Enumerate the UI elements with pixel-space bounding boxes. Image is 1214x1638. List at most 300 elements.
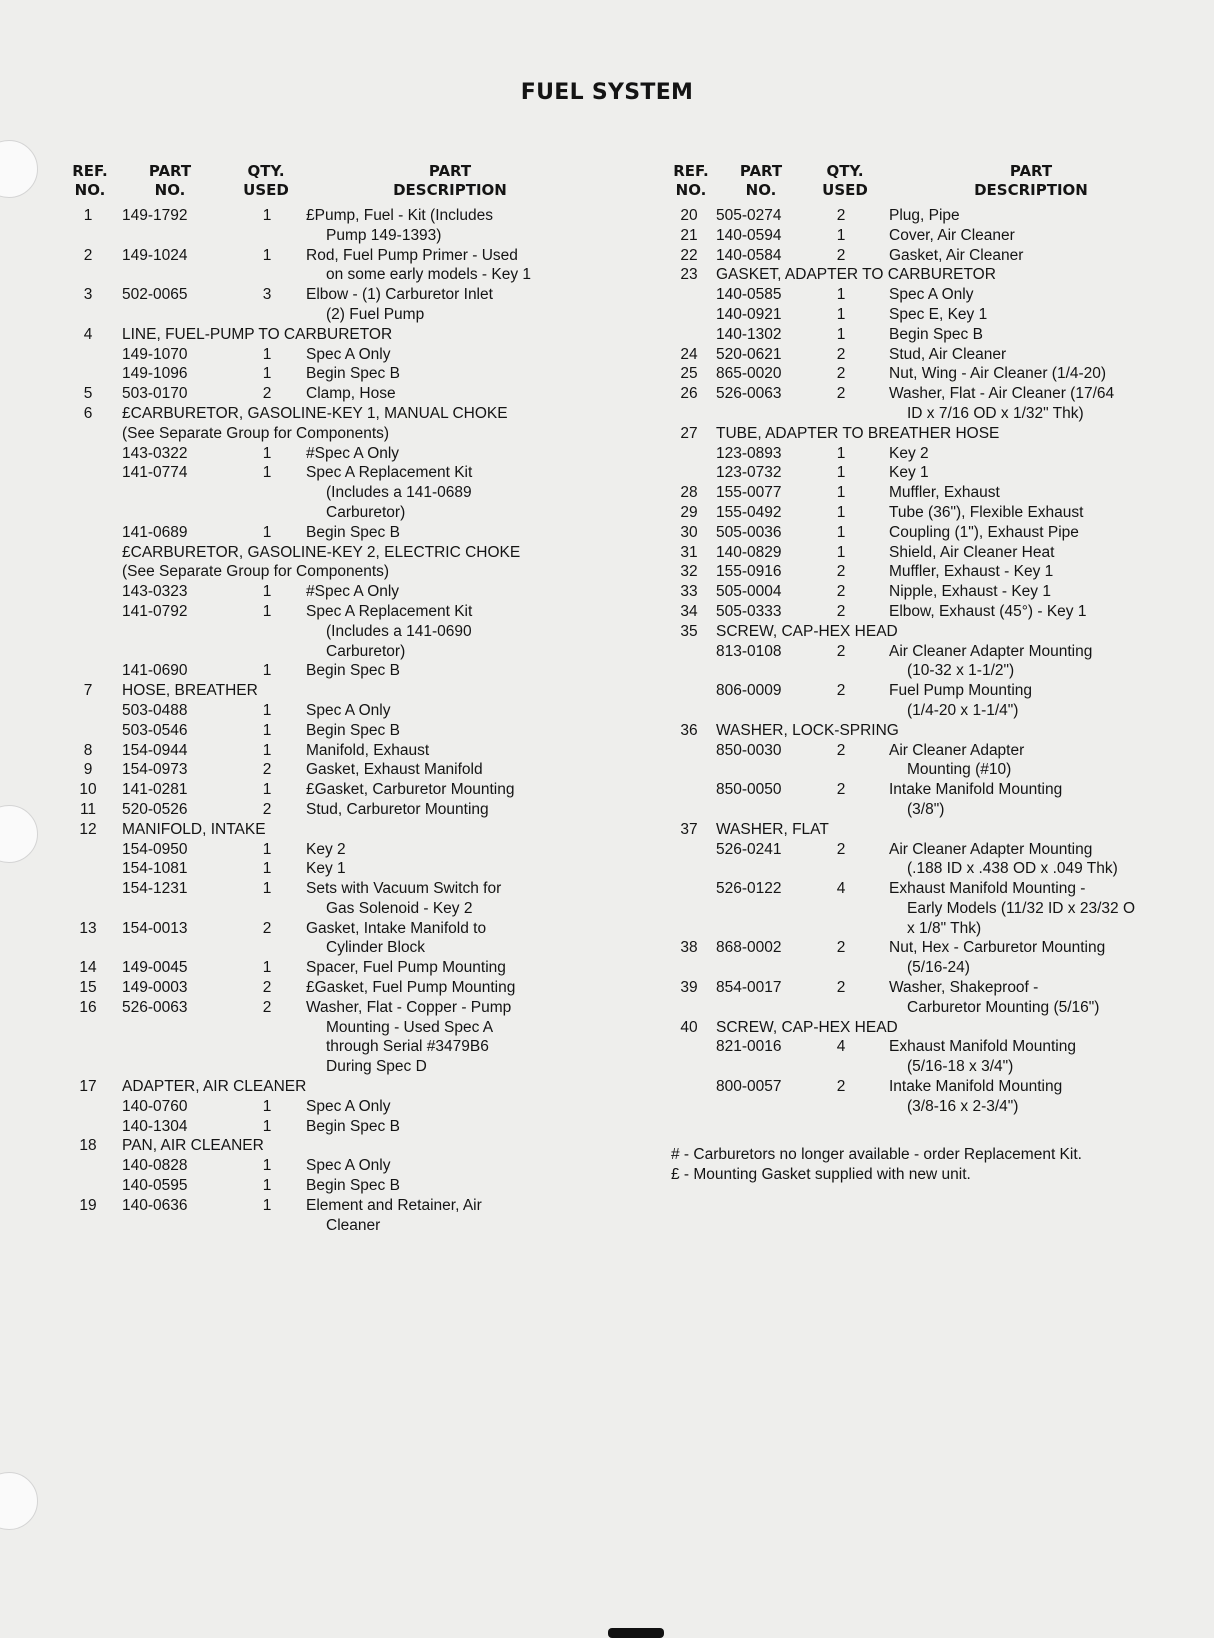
ref-number: 40 <box>680 1018 698 1036</box>
part-number: 140-0829 <box>716 543 782 561</box>
table-row <box>671 582 1211 602</box>
table-row <box>671 840 1211 860</box>
table-row <box>70 444 610 464</box>
quantity-used: 1 <box>262 523 272 541</box>
part-description: Cover, Air Cleaner <box>889 226 1015 244</box>
quantity-used: 1 <box>262 444 272 462</box>
header-part-no: PART NO. <box>148 162 192 199</box>
part-description: Spec A Only <box>306 345 391 363</box>
part-description: Begin Spec B <box>306 1117 400 1135</box>
quantity-used: 1 <box>262 207 272 224</box>
part-number: 865-0020 <box>716 365 782 383</box>
part-description: Clamp, Hose <box>306 385 396 403</box>
table-row <box>70 345 610 365</box>
ref-number: 8 <box>83 741 93 759</box>
part-number: 850-0030 <box>716 741 782 759</box>
part-description: Begin Spec B <box>306 662 400 680</box>
ref-number: 5 <box>83 385 93 403</box>
ref-number: 6 <box>83 404 93 422</box>
part-number: 503-0488 <box>122 701 188 719</box>
part-description: (5/16-18 x 3/4") <box>907 1058 1014 1076</box>
table-row <box>70 424 610 444</box>
table-row <box>70 1077 610 1097</box>
footnote-mounting-gasket: £ - Mounting Gasket supplied with new unit. <box>671 1166 971 1183</box>
table-row <box>671 444 1211 464</box>
table-row <box>70 404 610 424</box>
part-description: ID x 7/16 OD x 1/32" Thk) <box>907 404 1084 422</box>
group-heading: WASHER, LOCK-SPRING <box>716 721 899 739</box>
group-heading: LINE, FUEL-PUMP TO CARBURETOR <box>122 325 393 343</box>
table-row <box>70 622 610 642</box>
quantity-used: 2 <box>836 1078 846 1096</box>
part-description: Spec A Replacement Kit <box>306 464 473 482</box>
part-number: 155-0916 <box>716 563 782 581</box>
table-row <box>70 840 610 860</box>
part-number: 140-1302 <box>716 325 782 343</box>
group-heading: ADAPTER, AIR CLEANER <box>122 1078 307 1096</box>
header-part-description: PART DESCRIPTION <box>974 162 1088 199</box>
table-row <box>70 246 610 266</box>
part-number: 141-0690 <box>122 662 188 680</box>
quantity-used: 1 <box>262 246 272 264</box>
part-number: 813-0108 <box>716 642 782 660</box>
part-description: Begin Spec B <box>306 721 400 739</box>
table-row <box>671 919 1211 939</box>
table-header-left <box>70 162 610 204</box>
part-description: £Gasket, Fuel Pump Mounting <box>306 979 516 997</box>
table-row <box>671 562 1211 582</box>
part-number: 123-0893 <box>716 444 782 462</box>
part-description: Stud, Air Cleaner <box>889 345 1007 363</box>
part-number: 141-0689 <box>122 523 188 541</box>
quantity-used: 1 <box>262 662 272 680</box>
table-row <box>671 760 1211 780</box>
ref-number: 28 <box>680 484 698 502</box>
group-heading: GASKET, ADAPTER TO CARBURETOR <box>716 266 996 284</box>
table-row <box>70 859 610 879</box>
page-title: FUEL SYSTEM <box>520 80 694 105</box>
part-description: Muffler, Exhaust <box>889 484 1000 502</box>
group-heading: WASHER, FLAT <box>716 820 829 838</box>
quantity-used: 1 <box>262 1177 272 1195</box>
table-row <box>671 899 1211 919</box>
parts-table-right <box>671 162 1211 1117</box>
part-description: Muffler, Exhaust - Key 1 <box>889 563 1054 581</box>
ref-number: 27 <box>680 424 698 442</box>
table-row <box>671 404 1211 424</box>
quantity-used: 1 <box>262 602 272 620</box>
table-row <box>70 1117 610 1137</box>
table-row <box>70 1057 610 1077</box>
ref-number: 20 <box>680 207 698 224</box>
part-number: 149-1070 <box>122 345 188 363</box>
part-number: 140-0585 <box>716 286 782 304</box>
ref-number: 17 <box>79 1078 97 1096</box>
part-number: 502-0065 <box>122 286 188 304</box>
table-row <box>70 701 610 721</box>
ref-number: 38 <box>680 939 698 957</box>
part-description: #Spec A Only <box>306 583 400 601</box>
ref-number: 22 <box>680 246 698 264</box>
quantity-used: 1 <box>262 860 272 878</box>
part-description: Elbow, Exhaust (45°) - Key 1 <box>889 602 1087 620</box>
table-row <box>671 859 1211 879</box>
group-heading: MANIFOLD, INTAKE <box>122 820 266 838</box>
quantity-used: 1 <box>262 345 272 363</box>
ref-number: 21 <box>680 226 698 244</box>
table-row <box>70 661 610 681</box>
part-description: (5/16-24) <box>907 959 970 977</box>
table-row <box>671 800 1211 820</box>
table-row <box>70 1136 610 1156</box>
part-description: Gasket, Exhaust Manifold <box>306 761 483 779</box>
part-description: (Includes a 141-0689 <box>326 484 472 502</box>
quantity-used: 1 <box>836 484 846 502</box>
header-ref-no: REF. NO. <box>72 162 108 199</box>
part-number: 154-0944 <box>122 741 188 759</box>
part-number: 505-0274 <box>716 207 782 224</box>
ref-number: 26 <box>680 385 698 403</box>
quantity-used: 1 <box>262 1196 272 1214</box>
part-description: £Pump, Fuel - Kit (Includes <box>306 207 493 224</box>
part-description: Pump 149-1393) <box>326 226 442 244</box>
part-number: 141-0774 <box>122 464 188 482</box>
part-description: on some early models - Key 1 <box>326 266 532 284</box>
table-row <box>671 305 1211 325</box>
ref-number: 33 <box>680 583 698 601</box>
table-row <box>671 701 1211 721</box>
group-heading: (See Separate Group for Components) <box>122 563 390 581</box>
table-row <box>70 1018 610 1038</box>
ref-number: 18 <box>79 1137 97 1155</box>
part-number: 526-0063 <box>122 998 188 1016</box>
table-row <box>70 562 610 582</box>
table-row <box>671 325 1211 345</box>
quantity-used: 2 <box>836 682 846 700</box>
part-description: Carburetor) <box>326 503 406 521</box>
table-row <box>70 463 610 483</box>
part-description: Exhaust Manifold Mounting - <box>889 880 1086 898</box>
table-row <box>671 543 1211 563</box>
table-row <box>70 998 610 1018</box>
table-row <box>671 424 1211 444</box>
part-number: 141-0281 <box>122 781 188 799</box>
part-description: Nut, Wing - Air Cleaner (1/4-20) <box>889 365 1107 383</box>
part-description: £Gasket, Carburetor Mounting <box>306 781 515 799</box>
part-number: 821-0016 <box>716 1038 782 1056</box>
parts-table-left <box>70 162 610 1235</box>
part-description: Washer, Flat - Copper - Pump <box>306 998 512 1016</box>
quantity-used: 2 <box>262 998 272 1016</box>
part-number: 526-0241 <box>716 840 782 858</box>
part-number: 141-0792 <box>122 602 188 620</box>
table-row <box>70 285 610 305</box>
quantity-used: 1 <box>836 523 846 541</box>
table-row <box>671 345 1211 365</box>
part-number: 505-0333 <box>716 602 782 620</box>
part-description: Coupling (1"), Exhaust Pipe <box>889 523 1079 541</box>
quantity-used: 2 <box>836 781 846 799</box>
table-row <box>671 226 1211 246</box>
binder-hole-middle <box>0 805 38 863</box>
table-row <box>70 325 610 345</box>
part-number: 140-0828 <box>122 1157 188 1175</box>
quantity-used: 1 <box>262 840 272 858</box>
table-row <box>671 285 1211 305</box>
quantity-used: 2 <box>836 642 846 660</box>
quantity-used: 2 <box>262 800 272 818</box>
part-description: Begin Spec B <box>306 1177 400 1195</box>
ref-number: 24 <box>680 345 698 363</box>
quantity-used: 2 <box>836 365 846 383</box>
quantity-used: 2 <box>836 345 846 363</box>
part-number: 154-0950 <box>122 840 188 858</box>
part-number: 149-0003 <box>122 979 188 997</box>
part-description: (Includes a 141-0690 <box>326 622 472 640</box>
ref-number: 16 <box>79 998 97 1016</box>
part-description: Stud, Carburetor Mounting <box>306 800 489 818</box>
table-row <box>70 938 610 958</box>
ref-number: 13 <box>79 919 97 937</box>
part-number: 123-0732 <box>716 464 782 482</box>
table-row <box>70 1176 610 1196</box>
part-description: Spec A Only <box>306 701 391 719</box>
table-row <box>671 780 1211 800</box>
part-description: Key 2 <box>889 444 929 462</box>
part-description: Spec E, Key 1 <box>889 305 988 323</box>
part-number: 140-0760 <box>122 1097 188 1115</box>
table-row <box>70 384 610 404</box>
header-qty-used: QTY. USED <box>243 162 289 199</box>
part-number: 140-0584 <box>716 246 782 264</box>
part-description: #Spec A Only <box>306 444 400 462</box>
group-heading: PAN, AIR CLEANER <box>122 1137 264 1155</box>
quantity-used: 3 <box>262 286 272 304</box>
ref-number: 29 <box>680 503 698 521</box>
ref-number: 32 <box>680 563 698 581</box>
part-description: (3/8-16 x 2-3/4") <box>907 1097 1019 1115</box>
table-row <box>70 543 610 563</box>
quantity-used: 1 <box>262 1097 272 1115</box>
part-number: 868-0002 <box>716 939 782 957</box>
quantity-used: 1 <box>836 325 846 343</box>
quantity-used: 2 <box>836 741 846 759</box>
part-description: Key 1 <box>889 464 929 482</box>
part-number: 505-0036 <box>716 523 782 541</box>
part-description: Mounting (#10) <box>907 761 1012 779</box>
part-number: 154-1231 <box>122 880 188 898</box>
part-number: 149-1024 <box>122 246 188 264</box>
part-number: 800-0057 <box>716 1078 782 1096</box>
part-description: Key 2 <box>306 840 346 858</box>
part-description: Tube (36"), Flexible Exhaust <box>889 503 1084 521</box>
group-heading: (See Separate Group for Components) <box>122 424 390 442</box>
binder-hole-bottom <box>0 1472 38 1530</box>
table-row <box>70 1037 610 1057</box>
part-number: 503-0170 <box>122 385 188 403</box>
table-row <box>671 265 1211 285</box>
header-part-no: PART NO. <box>739 162 783 199</box>
part-description: Carburetor) <box>326 642 406 660</box>
ref-number: 1 <box>83 207 93 224</box>
quantity-used: 2 <box>262 761 272 779</box>
binder-hole-top <box>0 140 38 198</box>
part-number: 520-0621 <box>716 345 782 363</box>
ref-number: 2 <box>83 246 93 264</box>
table-row <box>671 820 1211 840</box>
part-number: 854-0017 <box>716 979 782 997</box>
part-description: Manifold, Exhaust <box>306 741 430 759</box>
part-description: through Serial #3479B6 <box>326 1038 489 1056</box>
ref-number: 36 <box>680 721 698 739</box>
ref-number: 35 <box>680 622 698 640</box>
part-description: Shield, Air Cleaner Heat <box>889 543 1055 561</box>
part-description: Air Cleaner Adapter Mounting <box>889 642 1093 660</box>
table-row <box>671 523 1211 543</box>
table-row <box>671 602 1211 622</box>
part-description: Rod, Fuel Pump Primer - Used <box>306 246 518 264</box>
table-row <box>671 681 1211 701</box>
table-row <box>70 642 610 662</box>
table-row <box>70 483 610 503</box>
table-row <box>70 364 610 384</box>
quantity-used: 1 <box>836 503 846 521</box>
ref-number: 4 <box>83 325 93 343</box>
quantity-used: 1 <box>262 701 272 719</box>
part-description: x 1/8" Thk) <box>907 919 982 937</box>
part-description: Cylinder Block <box>326 939 426 957</box>
table-row <box>671 384 1211 404</box>
part-description: (2) Fuel Pump <box>326 305 425 323</box>
table-row <box>70 582 610 602</box>
quantity-used: 1 <box>262 1117 272 1135</box>
table-row <box>70 1196 610 1216</box>
quantity-used: 2 <box>836 207 846 224</box>
part-number: 154-0013 <box>122 919 188 937</box>
group-heading: SCREW, CAP-HEX HEAD <box>716 622 898 640</box>
part-description: Gasket, Air Cleaner <box>889 246 1024 264</box>
part-number: 140-0636 <box>122 1196 188 1214</box>
table-row <box>70 879 610 899</box>
part-description: Key 1 <box>306 860 346 878</box>
part-description: Early Models (11/32 ID x 23/32 O <box>907 899 1136 917</box>
ref-number: 15 <box>79 979 97 997</box>
table-row <box>70 602 610 622</box>
ref-number: 12 <box>79 820 97 838</box>
ref-number: 19 <box>79 1196 97 1214</box>
table-row <box>671 503 1211 523</box>
group-heading: TUBE, ADAPTER TO BREATHER HOSE <box>716 424 1000 442</box>
part-description: Begin Spec B <box>306 523 400 541</box>
table-row <box>70 820 610 840</box>
part-description: Begin Spec B <box>306 365 400 383</box>
part-description: Gasket, Intake Manifold to <box>306 919 487 937</box>
group-heading: HOSE, BREATHER <box>122 682 258 700</box>
quantity-used: 1 <box>262 464 272 482</box>
group-heading: £CARBURETOR, GASOLINE-KEY 2, ELECTRIC CHOKE <box>122 543 521 561</box>
part-description: Air Cleaner Adapter <box>889 741 1025 759</box>
table-row <box>671 642 1211 662</box>
part-number: 149-1096 <box>122 365 188 383</box>
quantity-used: 4 <box>836 880 846 898</box>
part-number: 520-0526 <box>122 800 188 818</box>
part-description: Sets with Vacuum Switch for <box>306 880 502 898</box>
quantity-used: 4 <box>836 1038 846 1056</box>
part-description: Air Cleaner Adapter Mounting <box>889 840 1093 858</box>
header-part-description: PART DESCRIPTION <box>393 162 507 199</box>
ref-number: 23 <box>680 266 698 284</box>
table-row <box>671 364 1211 384</box>
table-row <box>671 978 1211 998</box>
table-row <box>70 1216 610 1236</box>
ref-number: 14 <box>79 959 97 977</box>
quantity-used: 1 <box>836 543 846 561</box>
header-ref-no: REF. NO. <box>673 162 709 199</box>
table-row <box>70 681 610 701</box>
table-row <box>70 523 610 543</box>
part-number: 806-0009 <box>716 682 782 700</box>
header-qty-used: QTY. USED <box>822 162 868 199</box>
part-number: 526-0063 <box>716 385 782 403</box>
part-number: 155-0492 <box>716 503 782 521</box>
quantity-used: 1 <box>262 781 272 799</box>
table-row <box>671 958 1211 978</box>
part-description: Begin Spec B <box>889 325 983 343</box>
table-row <box>70 265 610 285</box>
footnote-carburetors: # - Carburetors no longer available - order Replacement Kit. <box>671 1146 1082 1163</box>
part-number: 503-0546 <box>122 721 188 739</box>
quantity-used: 1 <box>262 583 272 601</box>
part-description: (.188 ID x .438 OD x .049 Thk) <box>907 860 1118 878</box>
ref-number: 3 <box>83 286 93 304</box>
table-row <box>671 998 1211 1018</box>
ref-number: 7 <box>83 682 93 700</box>
table-row <box>70 206 610 226</box>
quantity-used: 1 <box>262 959 272 977</box>
part-description: Intake Manifold Mounting <box>889 781 1063 799</box>
table-row <box>70 958 610 978</box>
quantity-used: 1 <box>262 880 272 898</box>
part-description: Spacer, Fuel Pump Mounting <box>306 959 506 977</box>
part-number: 505-0004 <box>716 583 782 601</box>
part-description: Nut, Hex - Carburetor Mounting <box>889 939 1106 957</box>
part-number: 140-0594 <box>716 226 782 244</box>
part-number: 154-1081 <box>122 860 188 878</box>
table-row <box>70 1156 610 1176</box>
table-row <box>70 919 610 939</box>
part-description: Elbow - (1) Carburetor Inlet <box>306 286 493 304</box>
part-description: Intake Manifold Mounting <box>889 1078 1063 1096</box>
part-description: (3/8") <box>907 800 945 818</box>
quantity-used: 2 <box>262 979 272 997</box>
part-number: 149-1792 <box>122 207 188 224</box>
quantity-used: 1 <box>836 444 846 462</box>
part-number: 140-0921 <box>716 305 782 323</box>
table-row <box>70 800 610 820</box>
ref-number: 11 <box>79 800 97 818</box>
ref-number: 31 <box>680 543 698 561</box>
quantity-used: 2 <box>836 602 846 620</box>
table-row <box>70 503 610 523</box>
table-row <box>671 1057 1211 1077</box>
part-description: Mounting - Used Spec A <box>326 1018 494 1036</box>
part-description: Washer, Flat - Air Cleaner (17/64 <box>889 385 1115 403</box>
ref-number: 10 <box>79 781 97 799</box>
table-row <box>671 721 1211 741</box>
group-heading: SCREW, CAP-HEX HEAD <box>716 1018 898 1036</box>
quantity-used: 1 <box>262 1157 272 1175</box>
table-row <box>671 622 1211 642</box>
